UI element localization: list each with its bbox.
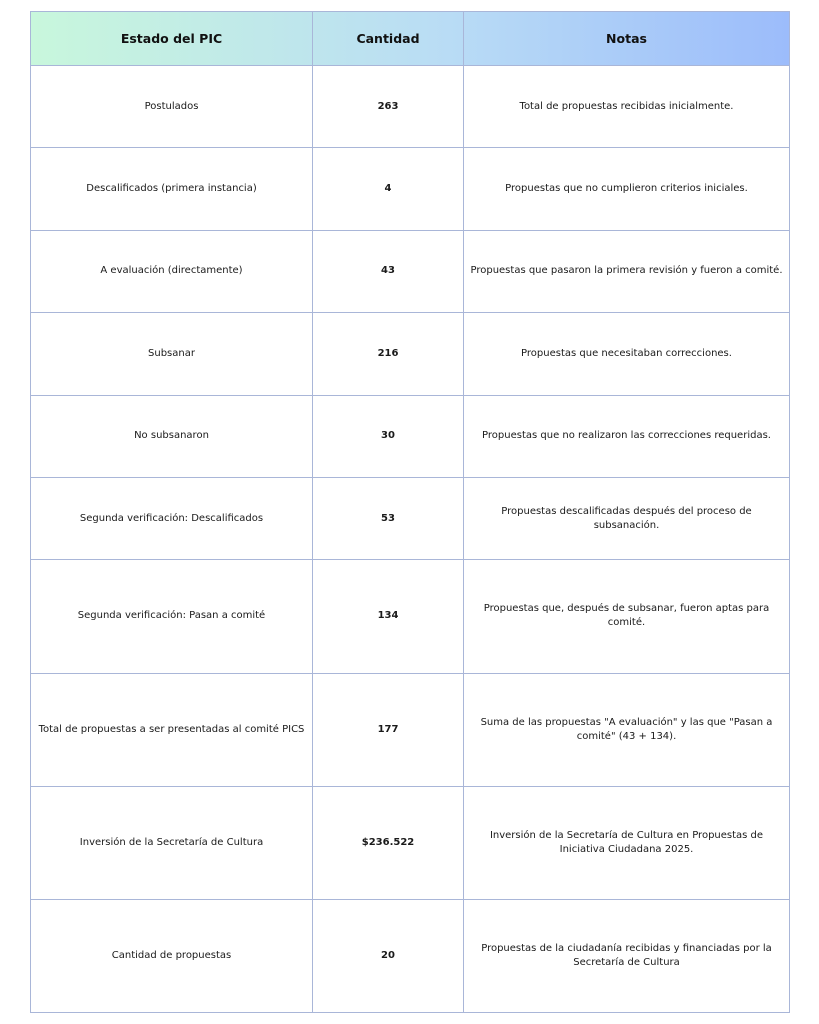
cell-estado: A evaluación (directamente): [31, 230, 313, 312]
cell-estado: Cantidad de propuestas: [31, 899, 313, 1012]
cell-estado: Segunda verificación: Pasan a comité: [31, 560, 313, 673]
notes-text: Total de propuestas recibidas inicialmente.: [519, 100, 734, 112]
cell-estado: No subsanaron: [31, 395, 313, 477]
notes-text: Suma de las propuestas "A evaluación" y las que "Pasan a comité" (43 + 134).: [480, 716, 773, 742]
table-row: [31, 230, 790, 312]
table-row: [31, 148, 790, 230]
cell-cantidad: 30: [313, 395, 464, 477]
cell-notas: [464, 477, 790, 559]
cell-cantidad: 4: [313, 148, 464, 230]
table-row: [31, 477, 790, 559]
cell-notas: [464, 148, 790, 230]
notes-text: Propuestas descalificadas después del proceso de subsanación.: [501, 505, 752, 531]
pic-status-table-container: [30, 11, 789, 1013]
cell-cantidad: 53: [313, 477, 464, 559]
cell-cantidad: 177: [313, 673, 464, 786]
table-row: [31, 560, 790, 673]
cell-cantidad: 263: [313, 66, 464, 148]
cell-notas: [464, 899, 790, 1012]
cell-cantidad: 20: [313, 899, 464, 1012]
table-body: [31, 66, 790, 1013]
table-row: [31, 66, 790, 148]
header-cantidad: Cantidad: [313, 12, 464, 66]
cell-estado: Segunda verificación: Descalificados: [31, 477, 313, 559]
cell-notas: [464, 395, 790, 477]
header-notas: Notas: [464, 12, 790, 66]
table-row: [31, 899, 790, 1012]
header-row: [31, 12, 790, 66]
table-row: [31, 395, 790, 477]
notes-text: Inversión de la Secretaría de Cultura en Propuestas de Iniciativa Ciudadana 2025.: [489, 829, 764, 855]
cell-cantidad: 216: [313, 313, 464, 395]
cell-notas: [464, 673, 790, 786]
notes-text: Propuestas que no cumplieron criterios iniciales.: [505, 183, 748, 195]
cell-estado: Inversión de la Secretaría de Cultura: [31, 786, 313, 899]
cell-notas: [464, 230, 790, 312]
cell-notas: [464, 66, 790, 148]
pic-status-table: [30, 11, 790, 1013]
cell-notas: [464, 560, 790, 673]
table-row: [31, 673, 790, 786]
cell-cantidad: $236.522: [313, 786, 464, 899]
notes-text: Propuestas que no realizaron las correcciones requeridas.: [482, 430, 771, 442]
table-row: [31, 786, 790, 899]
header-estado: Estado del PIC: [31, 12, 313, 66]
cell-notas: [464, 786, 790, 899]
cell-estado: Total de propuestas a ser presentadas al comité PICS: [31, 673, 313, 786]
cell-estado: Descalificados (primera instancia): [31, 148, 313, 230]
cell-cantidad: 134: [313, 560, 464, 673]
notes-text: Propuestas que, después de subsanar, fueron aptas para comité.: [483, 603, 770, 629]
notes-text: Propuestas de la ciudadanía recibidas y financiadas por la Secretaría de Cultura: [481, 943, 772, 968]
cell-cantidad: 43: [313, 230, 464, 312]
table-header: [31, 12, 790, 66]
notes-text: Propuestas que pasaron la primera revisión y fueron a comité.: [470, 265, 783, 277]
notes-text: Propuestas que necesitaban correcciones.: [521, 347, 732, 359]
cell-estado: Postulados: [31, 66, 313, 148]
cell-notas: [464, 313, 790, 395]
table-row: [31, 313, 790, 395]
cell-estado: Subsanar: [31, 313, 313, 395]
